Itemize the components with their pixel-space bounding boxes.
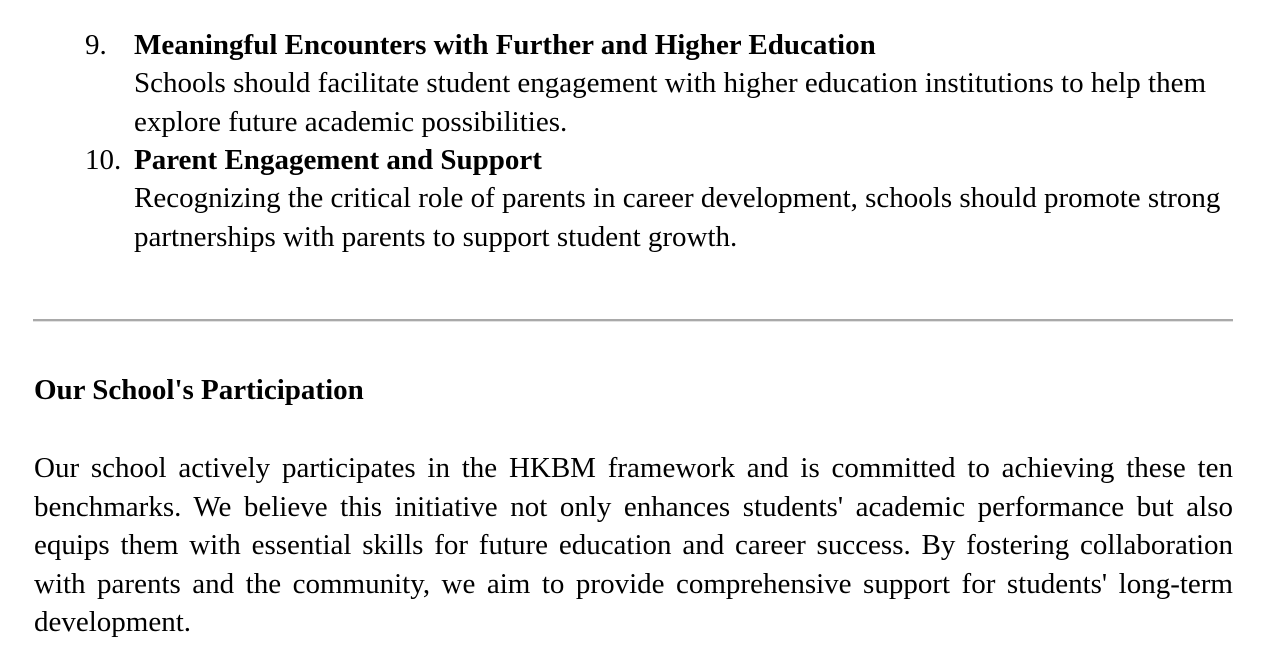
- horizontal-divider: [33, 319, 1233, 322]
- list-item-title: Parent Engagement and Support: [134, 144, 542, 176]
- list-item-title: Meaningful Encounters with Further and Higher Education: [134, 29, 876, 61]
- section-heading: Our School's Participation: [34, 374, 364, 406]
- list-item-description: Recognizing the critical role of parents in career development, schools should promote strong partnerships with parents to support student growth.: [134, 182, 1221, 253]
- section-paragraph: Our school actively participates in the HKBM framework and is committed to achieving these ten benchmarks. We believe this initiative not only enhances students' academic performance but also equips them with essential skills for future education and career success. By fostering collaboration with parents and the community, we aim to provide comprehensive support for students' long-term development.: [34, 452, 1233, 638]
- list-item-number: 9.: [85, 29, 107, 61]
- list-item: [0, 26, 1234, 141]
- list-item-number: 10.: [85, 144, 122, 176]
- list-item-description: Schools should facilitate student engagement with higher education institutions to help them explore future academic possibilities.: [134, 67, 1206, 138]
- list-item: [0, 141, 1234, 256]
- benchmark-list: [0, 26, 1284, 256]
